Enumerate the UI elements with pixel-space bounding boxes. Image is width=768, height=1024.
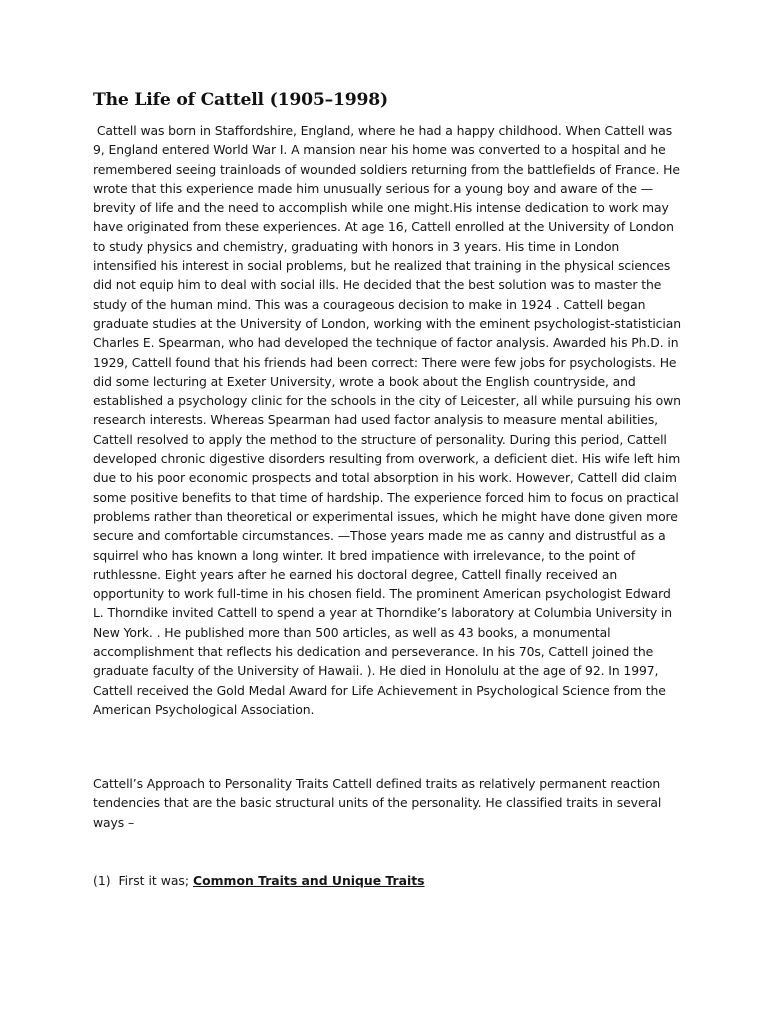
list-item-term: Common Traits and Unique Traits: [193, 873, 425, 888]
biography-paragraph: Cattell was born in Staffordshire, England, where he had a happy childhood. When Cattell was 9, England entered World War I. A mansion near his home was converted to a hospital and he remembered seeing trainloads of wounded soldiers returning from the battlefields of France. He wrote that this experience made him unusually serious for a young boy and aware of the —brevity of life and the need to accomplish while one might.His intense dedication to work may have originated from these experiences. At age 16, Cattell enrolled at the University of London to study physics and chemistry, graduating with honors in 3 years. His time in London intensified his interest in social problems, but he realized that training in the physical sciences did not equip him to deal with social ills. He decided that the best solution was to master the study of the human mind. This was a courageous decision to make in 1924 . Cattell began graduate studies at the University of London, working with the eminent psychologist-statistician Charles E. Spearman, who had developed the technique of factor analysis. Awarded his Ph.D. in 1929, Cattell found that his friends had been correct: There were few jobs for psychologists. He did some lecturing at Exeter University, wrote a book about the English countryside, and established a psychology clinic for the schools in the city of Leicester, all while pursuing his own research interests. Whereas Spearman had used factor analysis to measure mental abilities, Cattell resolved to apply the method to the structure of personality. During this period, Cattell developed chronic digestive disorders resulting from overwork, a deficient diet. His wife left him due to his poor economic prospects and total absorption in his work. However, Cattell did claim some positive benefits to that time of hardship. The experience forced him to focus on practical problems rather than theoretical or experimental issues, which he might have done given more secure and comfortable circumstances. —Those years made me as canny and distrustful as a squirrel who has known a long winter. It bred impatience with irrelevance, to the point of ruthlessne. Eight years after he earned his doctoral degree, Cattell finally received an opportunity to work full-time in his chosen field. The prominent American psychologist Edward L. Thorndike invited Cattell to spend a year at Thorndike’s laboratory at Columbia University in New York. . He published more than 500 articles, as well as 43 books, a monumental accomplishment that reflects his dedication and perseverance. In his 70s, Cattell joined the graduate faculty of the University of Hawaii. ). He died in Honolulu at the age of 92. In 1997, Cattell received the Gold Medal Award for Life Achievement in Psychological Science from the American Psychological Association.: [93, 123, 681, 717]
list-item-number: (1): [93, 873, 111, 888]
traits-intro-paragraph: Cattell’s Approach to Personality Traits Cattell defined traits as relatively permanent reaction tendencies that are the basic structural units of the personality. He classified traits in several ways –: [93, 776, 662, 830]
list-item-lead: First it was;: [118, 873, 190, 888]
page-title: The Life of Cattell (1905–1998): [93, 90, 388, 110]
list-item: [93, 871, 683, 890]
